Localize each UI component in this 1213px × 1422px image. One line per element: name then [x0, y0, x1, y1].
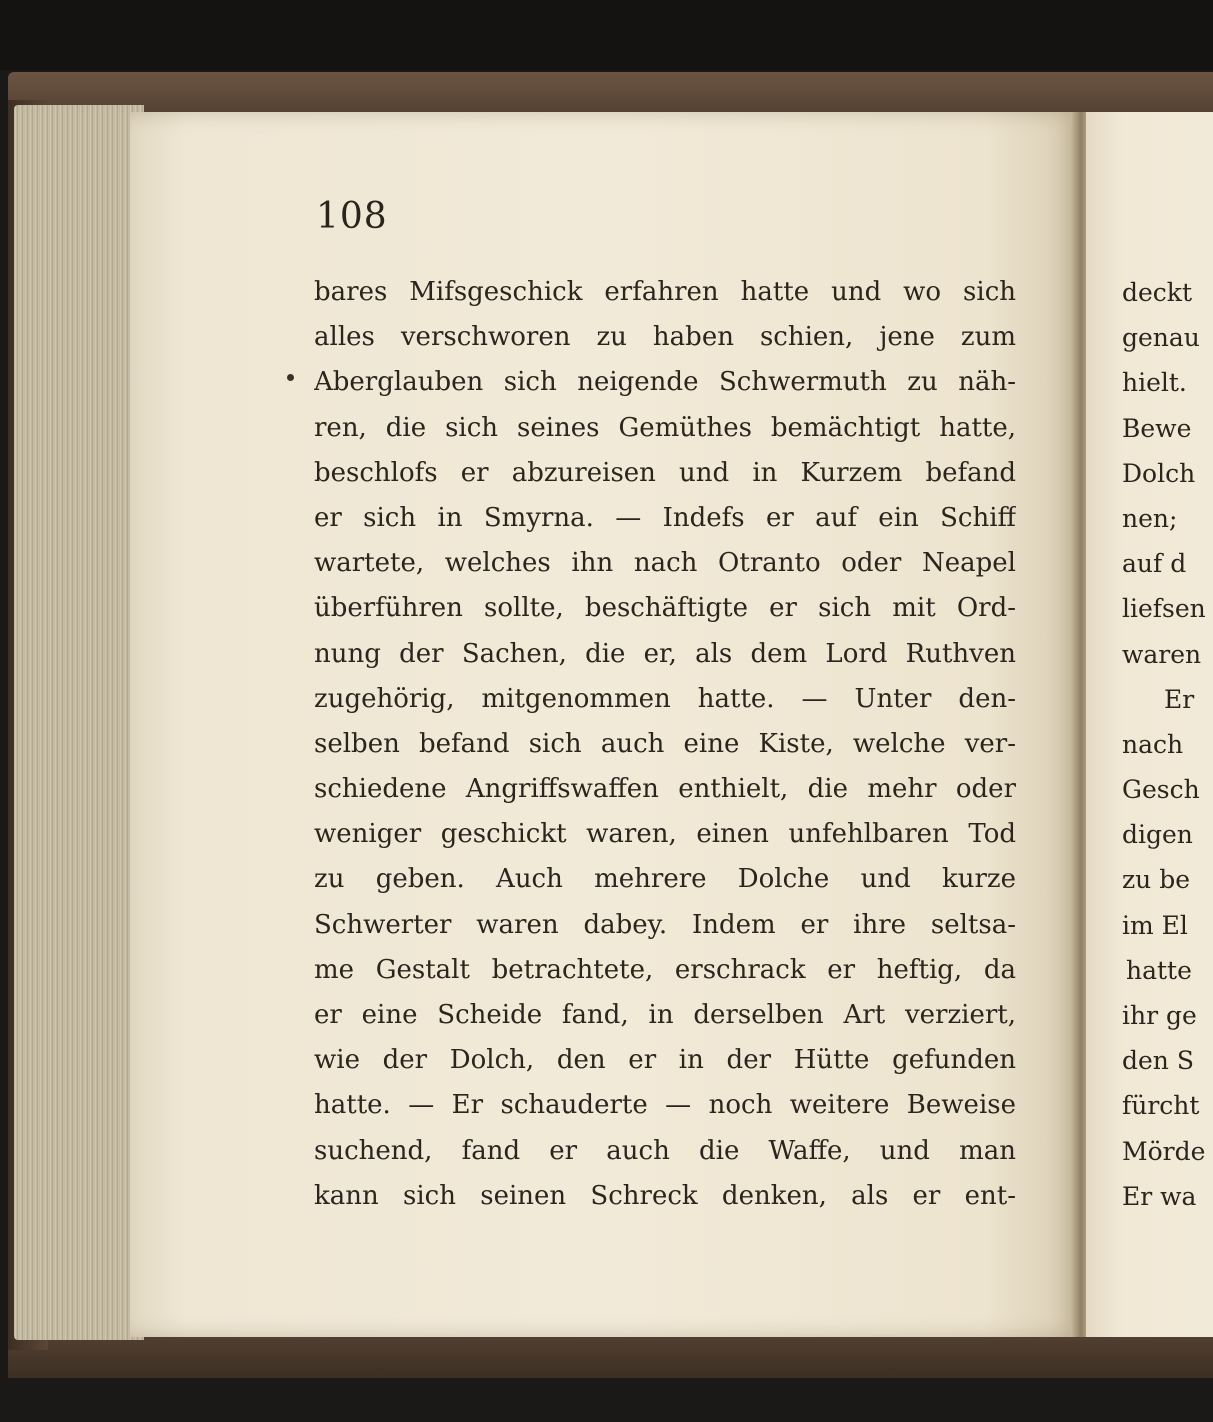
text-line: zu geben. Auch mehrere Dolche und kurze	[314, 864, 1016, 895]
text-line: auf d	[1122, 549, 1187, 579]
text-line: Er wa	[1122, 1181, 1197, 1211]
text-line: kann sich seinen Schreck denken, als er ent-	[314, 1180, 1016, 1211]
background	[0, 0, 1213, 70]
text-line: alles verschworen zu haben schien, jene zum	[314, 322, 1016, 353]
text-line: überführen sollte, beschäftigte er sich mit Ord-	[314, 593, 1016, 624]
text-line: wartete, welches ihn nach Otranto oder Neapel	[314, 548, 1016, 579]
text-line: Bewe	[1122, 413, 1192, 443]
text-line: den S	[1122, 1046, 1194, 1076]
text-line: ihr ge	[1122, 1001, 1197, 1030]
text-line: Er	[1164, 684, 1195, 714]
text-line: Gesch	[1122, 775, 1200, 805]
text-line: selben befand sich auch eine Kiste, welche ver-	[314, 728, 1016, 759]
text-line: Dolch	[1122, 458, 1196, 488]
margin-mark	[287, 374, 294, 381]
text-line: zu be	[1122, 865, 1191, 895]
text-line: nen;	[1122, 503, 1178, 533]
text-line: wie der Dolch, den er in der Hütte gefunden	[314, 1045, 1016, 1076]
text-line: weniger geschickt waren, einen unfehlbaren Tod	[314, 819, 1016, 850]
text-line: er sich in Smyrna. — Indefs er auf ein Schiff	[314, 502, 1016, 533]
text-line: beschlofs er abzureisen und in Kurzem befand	[314, 457, 1016, 488]
text-line: hatte. — Er schauderte — noch weitere Beweise	[314, 1090, 1016, 1121]
text-line: Mörde	[1122, 1136, 1206, 1166]
page-number: 108	[316, 196, 388, 237]
text-line: hielt.	[1122, 368, 1187, 398]
text-line: er eine Scheide fand, in derselben Art verziert,	[314, 1000, 1016, 1030]
text-line: im El	[1122, 910, 1188, 940]
text-line: ren, die sich seines Gemüthes bemächtigt hatte,	[314, 412, 1016, 443]
text-line: nach	[1122, 729, 1184, 759]
text-line: me Gestalt betrachtete, erschrack er heftig, da	[314, 954, 1016, 985]
text-line: digen	[1122, 820, 1193, 850]
text-line: suchend, fand er auch die Waffe, und man	[314, 1135, 1016, 1166]
page-edges	[14, 105, 144, 1340]
text-line: Aberglauben sich neigende Schwermuth zu näh-	[314, 367, 1016, 398]
text-line: fürcht	[1122, 1091, 1200, 1121]
text-line: genau	[1122, 323, 1200, 353]
text-line: hatte	[1126, 955, 1192, 985]
text-line: schiedene Angriffswaffen enthielt, die mehr oder	[314, 774, 1016, 805]
text-line: nung der Sachen, die er, als dem Lord Ruthven	[314, 638, 1016, 669]
text-line: zugehörig, mitgenommen hatte. — Unter den-	[314, 683, 1016, 714]
right-page-text	[1122, 270, 1213, 1219]
text-line: waren	[1122, 639, 1202, 669]
text-line: bares Mifsgeschick erfahren hatte und wo sich	[314, 277, 1016, 307]
left-page-text	[314, 270, 1016, 1219]
text-line: Schwerter waren dabey. Indem er ihre seltsa-	[314, 909, 1016, 940]
text-line: liefsen	[1122, 594, 1206, 624]
text-line: deckt	[1122, 278, 1192, 307]
